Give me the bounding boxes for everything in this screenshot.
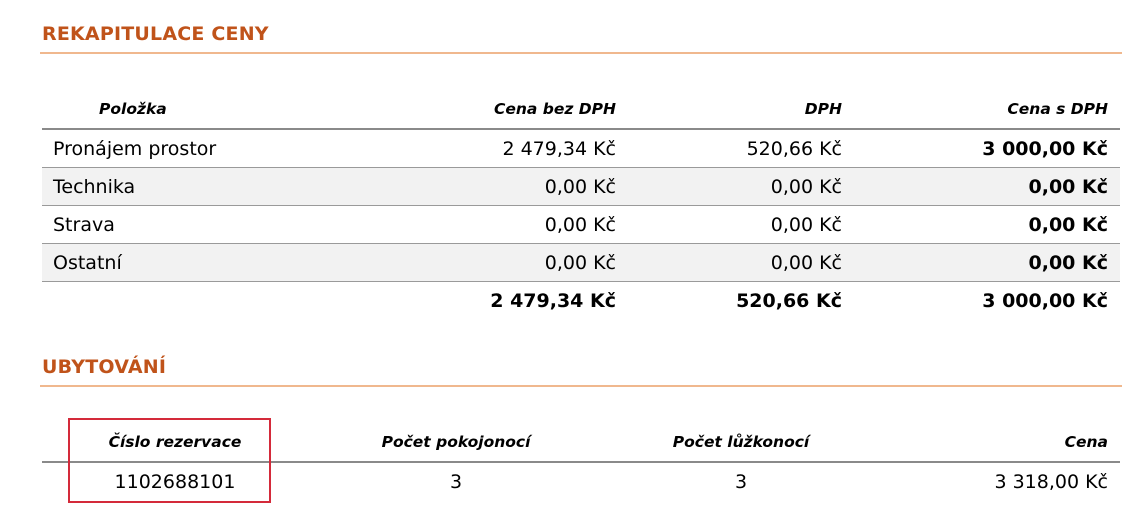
- table-row: [42, 206, 1120, 244]
- total-price-excl-vat: 2 479,34 Kč: [242, 282, 628, 320]
- row-vat: 0,00 Kč: [628, 206, 854, 244]
- row-vat: 0,00 Kč: [628, 168, 854, 206]
- header-price-incl-vat: Cena s DPH: [854, 90, 1120, 129]
- row-vat: 520,66 Kč: [628, 129, 854, 168]
- table-row: [42, 168, 1120, 206]
- row-price-incl-vat: 0,00 Kč: [854, 168, 1120, 206]
- price-summary-divider: [40, 52, 1122, 54]
- accommodation-title: UBYTOVÁNÍ: [42, 356, 167, 378]
- total-price-incl-vat: 3 000,00 Kč: [854, 282, 1120, 320]
- header-room-nights: Počet pokojonocí: [308, 422, 604, 462]
- header-reservation-number: Číslo rezervace: [42, 422, 308, 462]
- row-item: Strava: [42, 206, 242, 244]
- row-price-excl-vat: 2 479,34 Kč: [242, 129, 628, 168]
- room-nights: 3: [449, 471, 463, 493]
- header-price: Cena: [878, 422, 1120, 462]
- header-bed-nights: Počet lůžkonocí: [604, 422, 878, 462]
- header-vat: DPH: [628, 90, 854, 129]
- row-price-excl-vat: 0,00 Kč: [242, 168, 628, 206]
- row-price-excl-vat: 0,00 Kč: [242, 244, 628, 282]
- table-row: [42, 462, 1120, 501]
- total-label-cell: [42, 282, 242, 320]
- price-summary-title: REKAPITULACE CENY: [42, 23, 269, 45]
- row-item: Pronájem prostor: [42, 129, 242, 168]
- price-summary-table: [42, 90, 1120, 319]
- price-summary-header-row: [42, 90, 1120, 129]
- row-price-incl-vat: 0,00 Kč: [854, 206, 1120, 244]
- row-price-incl-vat: 3 000,00 Kč: [854, 129, 1120, 168]
- accommodation-divider: [40, 385, 1122, 387]
- reservation-number: 1102688101: [114, 471, 236, 493]
- accommodation-table: [42, 422, 1120, 501]
- header-item: Položka: [42, 90, 242, 129]
- bed-nights: 3: [734, 471, 748, 493]
- table-row: [42, 244, 1120, 282]
- row-price-incl-vat: 0,00 Kč: [854, 244, 1120, 282]
- table-row: [42, 129, 1120, 168]
- accommodation-header-row: [42, 422, 1120, 462]
- row-price-excl-vat: 0,00 Kč: [242, 206, 628, 244]
- total-vat: 520,66 Kč: [628, 282, 854, 320]
- header-price-excl-vat: Cena bez DPH: [242, 90, 628, 129]
- accommodation-price: 3 318,00 Kč: [994, 471, 1108, 493]
- total-row: [42, 282, 1120, 320]
- row-vat: 0,00 Kč: [628, 244, 854, 282]
- row-item: Ostatní: [42, 244, 242, 282]
- row-item: Technika: [42, 168, 242, 206]
